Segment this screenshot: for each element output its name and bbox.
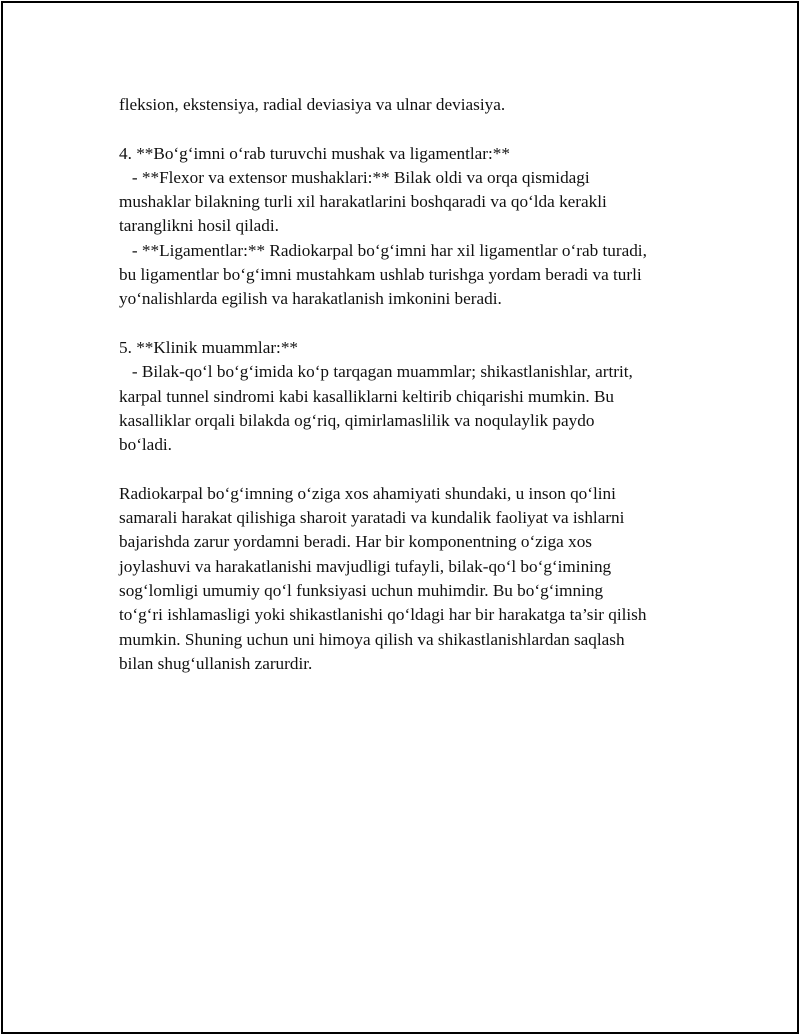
text-line: Radiokarpal bo‘g‘imning o‘ziga xos ahamiyati shundaki, u inson qo‘lini: [119, 483, 616, 503]
document-page: [1, 1, 799, 1034]
section-5: [119, 336, 699, 457]
text-line: - **Ligamentlar:** Radiokarpal bo‘g‘imni har xil ligamentlar o‘rab turadi,: [119, 240, 647, 260]
text-line: bilan shug‘ullanish zarurdir.: [119, 653, 313, 673]
section-5-item-problems: [119, 360, 699, 457]
section-4-heading: 4. **Bo‘g‘imni o‘rab turuvchi mushak va ligamentlar:**: [119, 143, 510, 163]
paragraph-gap: [119, 117, 699, 141]
text-line: to‘g‘ri ishlamasligi yoki shikastlanishi qo‘ldagi har bir harakatga ta’sir qilish: [119, 605, 647, 625]
text-line: bu ligamentlar bo‘g‘imni mustahkam ushlab turishga yordam beradi va turli: [119, 265, 642, 285]
text-line: karpal tunnel sindromi kabi kasalliklarni keltirib chiqarishi mumkin. Bu: [119, 386, 615, 406]
text-line: - Bilak-qo‘l bo‘g‘imida ko‘p tarqagan muammlar; shikastlanishlar, artrit,: [119, 362, 633, 382]
text-line: yo‘nalishlarda egilish va harakatlanish imkonini beradi.: [119, 289, 502, 309]
text-line: bajarishda zarur yordamni beradi. Har bir komponentning o‘ziga xos: [119, 532, 592, 552]
text-line: mumkin. Shuning uchun uni himoya qilish va shikastlanishlardan saqlash: [119, 629, 625, 649]
text-line: - **Flexor va extensor mushaklari:** Bilak oldi va orqa qismidagi: [119, 167, 590, 187]
text-line: taranglikni hosil qiladi.: [119, 216, 279, 236]
intro-tail-line: fleksion, ekstensiya, radial deviasiya va ulnar deviasiya.: [119, 95, 506, 114]
conclusion-paragraph: [119, 482, 699, 676]
text-line: sog‘lomligi umumiy qo‘l funksiyasi uchun muhimdir. Bu bo‘g‘imning: [119, 580, 604, 600]
section-4-item-ligaments: [119, 239, 699, 312]
text-line: kasalliklar orqali bilakda og‘riq, qimirlamaslilik va noqulaylik paydo: [119, 410, 595, 430]
text-line: samarali harakat qilishiga sharoit yaratadi va kundalik faoliyat va ishlarni: [119, 508, 625, 528]
paragraph-gap: [119, 457, 699, 481]
document-body: [119, 93, 699, 676]
text-line: joylashuvi va harakatlanishi mavjudligi tufayli, bilak-qo‘l bo‘g‘imining: [119, 556, 612, 576]
paragraph-gap: [119, 312, 699, 336]
section-5-heading: 5. **Klinik muammlar:**: [119, 337, 299, 357]
text-line: bo‘ladi.: [119, 435, 172, 455]
section-4: [119, 142, 699, 312]
text-line: mushaklar bilakning turli xil harakatlarini boshqaradi va qo‘lda kerakli: [119, 192, 607, 212]
section-4-item-muscles: [119, 166, 699, 239]
